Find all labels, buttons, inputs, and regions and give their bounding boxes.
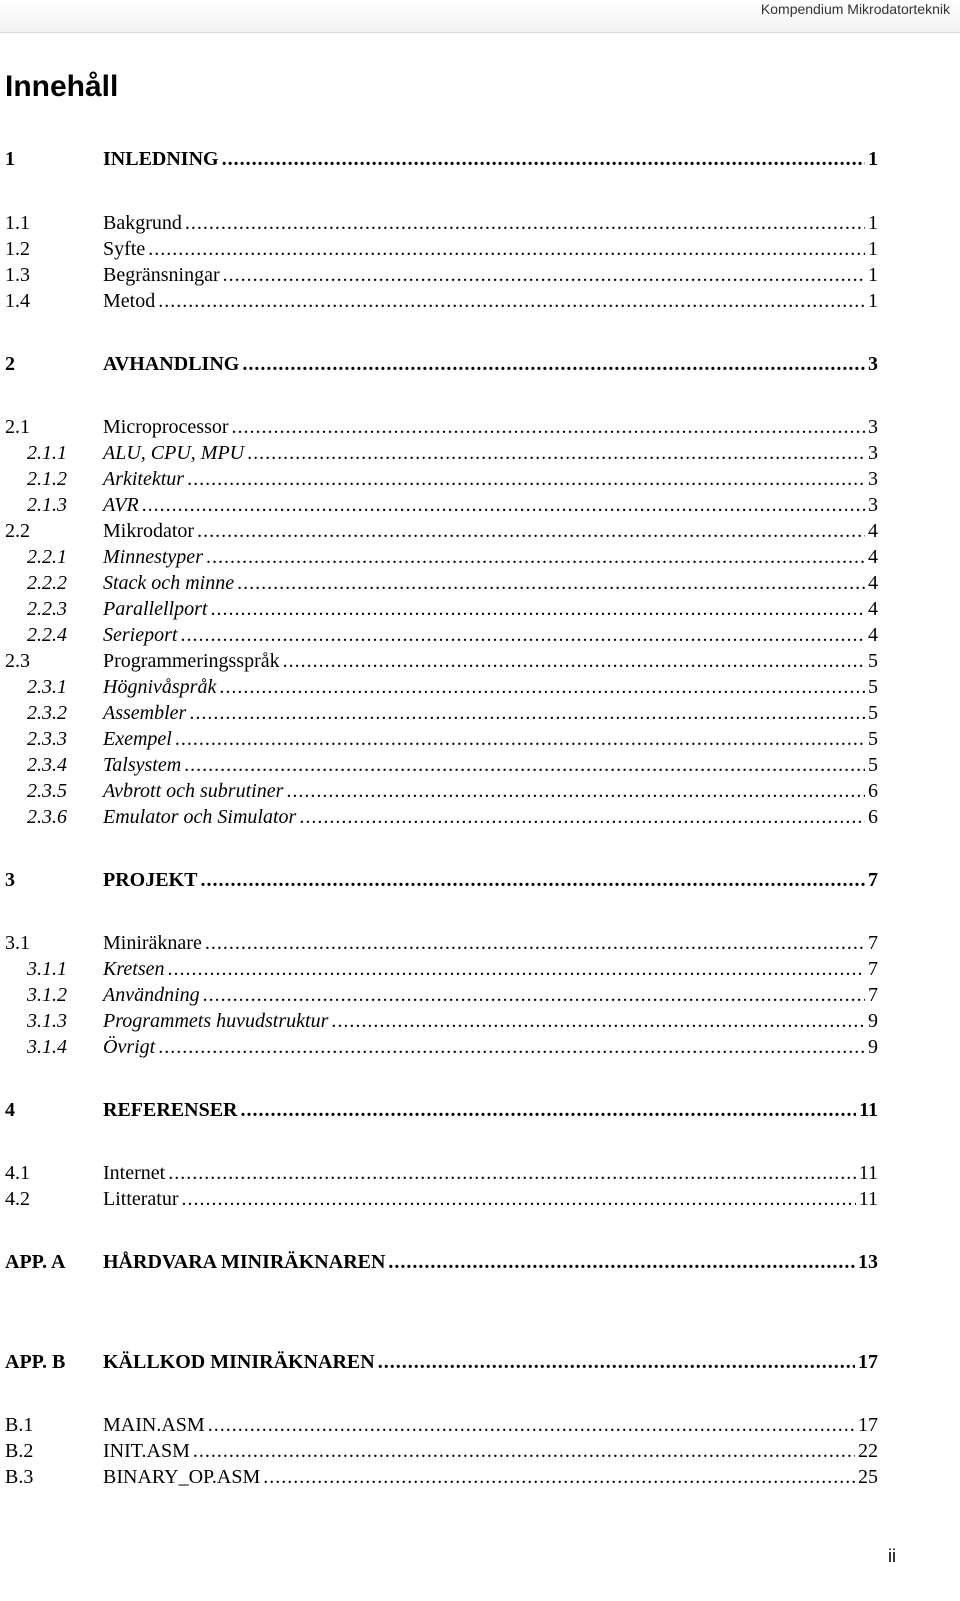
- toc-entry-page: 11: [858, 1188, 878, 1210]
- toc-entry[interactable]: [5, 440, 878, 466]
- toc-entry[interactable]: [5, 288, 878, 314]
- toc-entry-page: 1: [868, 290, 878, 312]
- toc-entry-number: 3.1.4: [27, 1036, 67, 1058]
- toc-dot-leader: [299, 804, 865, 830]
- toc-entry[interactable]: [5, 1438, 878, 1464]
- toc-entry-number: 4.2: [5, 1188, 30, 1210]
- toc-entry-number: B.3: [5, 1466, 34, 1488]
- toc-entry-number: 2.2: [5, 520, 30, 542]
- toc-entry-number: 2: [5, 353, 15, 375]
- toc-entry-title: Övrigt: [103, 1036, 156, 1058]
- toc-entry-number: APP. B: [5, 1351, 66, 1373]
- toc-entry-title: PROJEKT: [103, 869, 198, 891]
- toc-dot-leader: [219, 674, 865, 700]
- toc-entry-title: Stack och minne: [103, 572, 235, 594]
- toc-entry-page: 7: [868, 869, 878, 891]
- toc-entry-title: ALU, CPU, MPU: [103, 442, 245, 464]
- toc-dot-leader: [142, 492, 865, 518]
- toc-entry-page: 6: [868, 806, 878, 828]
- toc-entry-page: 7: [868, 984, 878, 1006]
- toc-entry-number: 2.3.3: [27, 728, 67, 750]
- toc-entry-title: HÅRDVARA MINIRÄKNAREN: [103, 1251, 386, 1273]
- toc-dot-leader: [158, 288, 865, 314]
- toc-entry-title: Arkitektur: [103, 468, 185, 490]
- toc-entry-number: 3: [5, 869, 15, 891]
- toc-entry-title: Bakgrund: [103, 212, 182, 234]
- toc-entry-number: 2.1.1: [27, 442, 67, 464]
- toc-entry[interactable]: [5, 804, 878, 830]
- toc-entry[interactable]: [5, 1160, 878, 1186]
- toc-entry[interactable]: [5, 726, 878, 752]
- toc-entry-page: 17: [858, 1414, 878, 1436]
- toc-entry-page: 4: [868, 598, 878, 620]
- toc-dot-leader: [247, 440, 865, 466]
- toc-dot-leader: [242, 351, 865, 377]
- header-title: Kompendium Mikrodatorteknik: [760, 1, 950, 17]
- toc-entry-title: Serieport: [103, 624, 178, 646]
- toc-dot-leader: [240, 1097, 856, 1123]
- toc-entry-page: 4: [868, 624, 878, 646]
- toc-entry-page: 3: [868, 416, 878, 438]
- toc-entry[interactable]: [5, 518, 878, 544]
- toc-dot-leader: [222, 146, 865, 172]
- toc-dot-leader: [193, 1438, 855, 1464]
- toc-entry-page: 6: [868, 780, 878, 802]
- toc-entry[interactable]: [5, 700, 878, 726]
- toc-entry[interactable]: [5, 1186, 878, 1212]
- toc-entry[interactable]: [5, 778, 878, 804]
- toc-dot-leader: [286, 778, 865, 804]
- toc-entry-number: 2.2.3: [27, 598, 67, 620]
- toc-entry-number: 2.3.2: [27, 702, 67, 724]
- toc-entry-page: 11: [859, 1099, 878, 1121]
- toc-entry-number: 3.1.1: [27, 958, 67, 980]
- toc-entry-title: Emulator och Simulator: [103, 806, 297, 828]
- toc-entry-page: 1: [868, 264, 878, 286]
- toc-entry-title: Assembler: [103, 702, 187, 724]
- toc-dot-leader: [223, 262, 865, 288]
- page-title: Innehåll: [5, 70, 119, 103]
- toc-entry-number: 2.1.2: [27, 468, 67, 490]
- toc-entry-number: 2.3.5: [27, 780, 67, 802]
- toc-entry-page: 17: [858, 1351, 878, 1373]
- toc-entry-number: 2.2.1: [27, 546, 67, 568]
- toc-entry[interactable]: [5, 1097, 878, 1123]
- toc-entry[interactable]: [5, 262, 878, 288]
- toc-entry-number: 4.1: [5, 1162, 30, 1184]
- toc-entry-title: Högnivåspråk: [103, 676, 217, 698]
- toc-entry-title: Microprocessor: [103, 416, 229, 438]
- toc-entry-title: Exempel: [103, 728, 172, 750]
- toc-entry-number: B.2: [5, 1440, 34, 1462]
- toc-dot-leader: [180, 622, 865, 648]
- toc-entry-title: Användning: [103, 984, 200, 1006]
- toc-dot-leader: [283, 648, 865, 674]
- toc-entry[interactable]: [5, 867, 878, 893]
- toc-dot-leader: [237, 570, 865, 596]
- toc-entry-page: 1: [868, 148, 878, 170]
- toc-entry-title: Litteratur: [103, 1188, 179, 1210]
- toc-dot-leader: [205, 930, 865, 956]
- toc-entry[interactable]: [5, 1412, 878, 1438]
- toc-dot-leader: [168, 1160, 856, 1186]
- toc-dot-leader: [185, 210, 865, 236]
- toc-entry-title: AVHANDLING: [103, 353, 240, 375]
- toc-entry-page: 13: [858, 1251, 878, 1273]
- toc-dot-leader: [232, 414, 865, 440]
- toc-entry[interactable]: [5, 1349, 878, 1375]
- toc-entry-title: INLEDNING: [103, 148, 219, 170]
- toc-entry[interactable]: [5, 544, 878, 570]
- toc-entry-title: Syfte: [103, 238, 146, 260]
- toc-entry-title: Metod: [103, 290, 156, 312]
- toc-entry-number: 2.3.6: [27, 806, 67, 828]
- toc-entry-page: 5: [868, 650, 878, 672]
- toc-entry[interactable]: [5, 596, 878, 622]
- toc-dot-leader: [189, 700, 865, 726]
- toc-entry-number: 2.2.4: [27, 624, 67, 646]
- toc-entry-page: 1: [868, 238, 878, 260]
- toc-entry[interactable]: [5, 351, 878, 377]
- toc-dot-leader: [331, 1008, 865, 1034]
- toc-entry[interactable]: [5, 570, 878, 596]
- toc-entry-title: Avbrott och subrutiner: [103, 780, 284, 802]
- toc-entry-number: 1.1: [5, 212, 30, 234]
- toc-entry[interactable]: [5, 1008, 878, 1034]
- toc-entry[interactable]: [5, 956, 878, 982]
- toc-dot-leader: [187, 466, 865, 492]
- toc-dot-leader: [378, 1349, 855, 1375]
- toc-entry-number: 1.2: [5, 238, 30, 260]
- toc-entry-page: 9: [868, 1010, 878, 1032]
- toc-entry-number: 2.3.4: [27, 754, 67, 776]
- toc-dot-leader: [167, 956, 865, 982]
- toc-entry-page: 7: [868, 932, 878, 954]
- toc-entry[interactable]: [5, 1034, 878, 1060]
- toc-entry-title: BINARY_OP.ASM: [103, 1466, 261, 1488]
- toc-entry-title: REFERENSER: [103, 1099, 238, 1121]
- toc-entry-page: 7: [868, 958, 878, 980]
- toc-entry-page: 1: [868, 212, 878, 234]
- toc-dot-leader: [158, 1034, 865, 1060]
- toc-entry[interactable]: [5, 752, 878, 778]
- toc-entry-title: Minnestyper: [103, 546, 203, 568]
- toc-dot-leader: [208, 1412, 855, 1438]
- toc-dot-leader: [182, 1186, 856, 1212]
- toc-entry[interactable]: [5, 648, 878, 674]
- toc-entry[interactable]: [5, 492, 878, 518]
- toc-dot-leader: [197, 518, 865, 544]
- toc-entry-number: 3.1: [5, 932, 30, 954]
- toc-entry[interactable]: [5, 210, 878, 236]
- toc-entry-page: 22: [858, 1440, 878, 1462]
- toc-entry[interactable]: [5, 982, 878, 1008]
- toc-entry[interactable]: [5, 146, 878, 172]
- page-number: ii: [888, 1546, 896, 1566]
- toc-dot-leader: [388, 1249, 855, 1275]
- toc-entry-number: 2.3: [5, 650, 30, 672]
- toc-dot-leader: [175, 726, 865, 752]
- toc-entry-page: 3: [868, 353, 878, 375]
- toc-entry-title: MAIN.ASM: [103, 1414, 205, 1436]
- toc-entry-number: 2.1.3: [27, 494, 67, 516]
- toc-entry-title: Miniräknare: [103, 932, 202, 954]
- toc-entry[interactable]: [5, 674, 878, 700]
- toc-entry-number: 1.3: [5, 264, 30, 286]
- toc-entry[interactable]: [5, 466, 878, 492]
- toc-entry[interactable]: [5, 1464, 878, 1490]
- toc-entry-page: 11: [858, 1162, 878, 1184]
- toc-entry-page: 9: [868, 1036, 878, 1058]
- toc-dot-leader: [263, 1464, 855, 1490]
- toc-entry-page: 4: [868, 572, 878, 594]
- toc-entry-title: INIT.ASM: [103, 1440, 190, 1462]
- toc-entry-page: 3: [868, 442, 878, 464]
- toc-entry-number: 1: [5, 148, 15, 170]
- page-header: [0, 0, 960, 33]
- toc-entry-page: 25: [858, 1466, 878, 1488]
- toc-dot-leader: [148, 236, 865, 262]
- toc-entry-title: Internet: [103, 1162, 166, 1184]
- toc-dot-leader: [210, 596, 865, 622]
- toc-entry-number: 2.3.1: [27, 676, 67, 698]
- toc-entry-number: 1.4: [5, 290, 30, 312]
- toc-entry-number: 4: [5, 1099, 15, 1121]
- toc-entry-number: 2.1: [5, 416, 30, 438]
- toc-dot-leader: [203, 982, 865, 1008]
- toc-entry-number: B.1: [5, 1414, 34, 1436]
- toc-entry[interactable]: [5, 622, 878, 648]
- toc-entry-page: 5: [868, 754, 878, 776]
- toc-entry-title: Parallellport: [103, 598, 208, 620]
- toc-entry-number: 2.2.2: [27, 572, 67, 594]
- toc-entry-page: 3: [868, 494, 878, 516]
- toc-entry[interactable]: [5, 236, 878, 262]
- toc-entry-title: Programmeringsspråk: [103, 650, 280, 672]
- toc-entry-number: 3.1.2: [27, 984, 67, 1006]
- toc-entry-number: APP. A: [5, 1251, 66, 1273]
- toc-entry-title: Kretsen: [103, 958, 165, 980]
- toc-entry-title: Programmets huvudstruktur: [103, 1010, 329, 1032]
- toc-dot-leader: [184, 752, 865, 778]
- toc-entry-title: KÄLLKOD MINIRÄKNAREN: [103, 1351, 375, 1373]
- toc-entry[interactable]: [5, 1249, 878, 1275]
- toc-entry-title: Talsystem: [103, 754, 182, 776]
- toc-entry-number: 3.1.3: [27, 1010, 67, 1032]
- toc-entry-page: 5: [868, 676, 878, 698]
- toc-entry-page: 5: [868, 728, 878, 750]
- toc-entry[interactable]: [5, 414, 878, 440]
- toc-entry-title: AVR: [103, 494, 139, 516]
- toc-entry-title: Begränsningar: [103, 264, 220, 286]
- toc-entry-title: Mikrodator: [103, 520, 195, 542]
- toc-entry-page: 5: [868, 702, 878, 724]
- toc-dot-leader: [206, 544, 865, 570]
- toc-dot-leader: [200, 867, 865, 893]
- toc-entry[interactable]: [5, 930, 878, 956]
- toc-entry-page: 3: [868, 468, 878, 490]
- toc-entry-page: 4: [868, 546, 878, 568]
- toc-entry-page: 4: [868, 520, 878, 542]
